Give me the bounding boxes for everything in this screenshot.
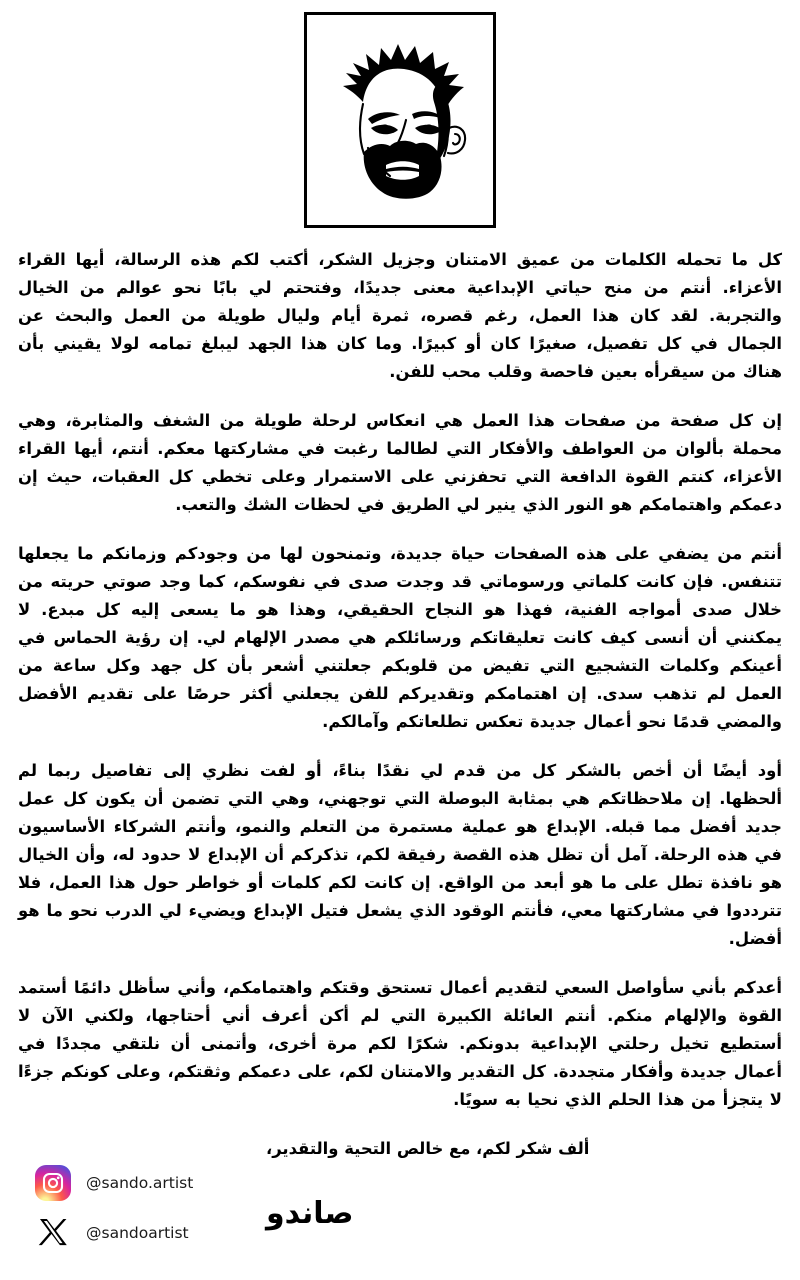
letter-paragraph: أنتم من يضفي على هذه الصفحات حياة جديدة، وتمنحون لها من وجودكم وزمانكم ما يجعلها تتنفس. فإن كانت كلماتي ورسوماتي قد وجدت صدى في نفوسكم، كما وجد صوتي حريته من خلال صدى أمواجه الفنية، فهذا هو النجاح الحقيقي، وهذا هو ما يسعى إليه كل مبدع. لا يمكنني أن أنسى كيف كانت تعليقاتكم ورسائلكم هي مصدر الإلهام لي. إن رؤية الحماس في أعينكم وكلمات التشجيع التي تفيض من قلوبكم جعلتني أشعر بأن كل جهد وكل ساعة من العمل لم تذهب سدى. إن اهتمامكم وتقديركم للفن يجعلني أكثر حرصًا على تقديم الأفضل والمضي قدمًا نحو أعمال جديدة تعكس تطلعاتكم وآمالكم. [18, 544, 782, 731]
signature: صاندو [266, 1196, 354, 1231]
instagram-handle[interactable]: @sando.artist [86, 1174, 194, 1192]
letter-paragraph: إن كل صفحة من صفحات هذا العمل هي انعكاس لرحلة طويلة من الشغف والمثابرة، وهي محملة بألوان من العواطف والأفكار التي لطالما رغبت في مشاركتها معكم. أنتم، أيها القراء الأعزاء، كنتم القوة الدافعة التي تحفزني على الاستمرار وعلى تخطي كل العقبات، حيث إن دعمكم واهتمامكم هو النور الذي ينير لي الطريق في لحظات الشك والتعب. [18, 411, 782, 514]
social-links [34, 1160, 193, 1260]
artist-self-portrait-icon [316, 24, 484, 216]
social-link-x[interactable] [34, 1210, 193, 1256]
letter-paragraph: كل ما تحمله الكلمات من عميق الامتنان وجزيل الشكر، أكتب لكم هذه الرسالة، أيها القراء الأعزاء. أنتم من منح حياتي الإبداعية معنى جديدًا، وفتحتم لي بابًا نحو عوالم من الخيال والتجربة. لقد كان هذا العمل، رغم قصره، ثمرة أيام وليال طويلة من العمل والبحث عن الجمال في كل تفصيل، صغيرًا كان أو كبيرًا. وما كان هذا الجهد ليبلغ تمامه لولا يقيني بأن هناك من سيقرأه بعين فاحصة وقلب محب للفن. [18, 250, 782, 381]
letter-paragraph: أعدكم بأني سأواصل السعي لتقديم أعمال تستحق وقتكم واهتمامكم، وأني سأظل دائمًا أستمد القوة والإلهام منكم. أنتم العائلة الكبيرة التي لم أكن أعرف أني أحتاجها، ولكني الآن لا أستطيع تخيل رحلتي الإبداعية بدونكم. شكرًا لكم مرة أخرى، وأتمنى أن نلتقي مجددًا في أعمال جديدة وأفكار متجددة. كل التقدير والامتنان لكم، على دعمكم وثقتكم، وعلى كونكم جزءًا لا يتجزأ من هذا الحلم الذي نحيا به سويًا. [18, 978, 782, 1109]
avatar-frame [304, 12, 496, 228]
x-twitter-icon[interactable] [34, 1214, 72, 1252]
signoff-closing: ألف شكر لكم، مع خالص التحية والتقدير، [266, 1139, 590, 1158]
instagram-icon[interactable] [34, 1164, 72, 1202]
letter-paragraph: أود أيضًا أن أخص بالشكر كل من قدم لي نقدًا بناءً، أو لفت نظري إلى تفاصيل ربما لم ألحظها. إن ملاحظاتكم هي بمثابة البوصلة التي توجهني، وهي التي تضمن أن يكون كل عمل جديد أفضل مما قبله. الإبداع هو عملية مستمرة من التعلم والنمو، وأنتم الشركاء الأساسيون في هذه الرحلة. آمل أن تظل هذه القصة رفيقة لكم، تذكركم أن الإبداع لا حدود له، وأن الخيال هو نافذة تطل على ما هو أبعد من الواقع. إن كانت لكم كلمات أو خواطر حول هذا العمل، فلا تترددوا في مشاركتها معي، فأنتم الوقود الذي يشعل فتيل الإبداع ويضيء لي الدرب نحو ما هو أفضل. [18, 761, 782, 948]
social-link-instagram[interactable] [34, 1160, 193, 1206]
letter-body [18, 246, 782, 1114]
x-handle[interactable]: @sandoartist [86, 1224, 189, 1242]
